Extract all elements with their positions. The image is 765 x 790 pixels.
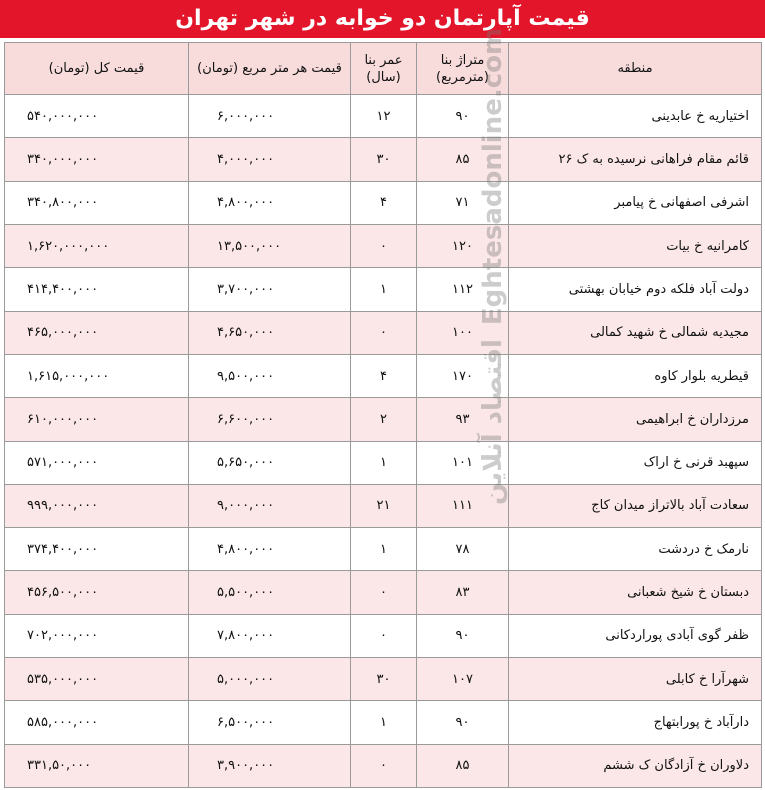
- cell-age: ۰: [351, 744, 417, 787]
- cell-total-price: ۵۷۱,۰۰۰,۰۰۰: [5, 441, 189, 484]
- cell-price-per-m2: ۶,۶۰۰,۰۰۰: [189, 398, 351, 441]
- cell-region: سعادت آباد بالاتراز میدان کاج: [509, 484, 762, 527]
- cell-age: ۰: [351, 614, 417, 657]
- cell-age: ۱: [351, 441, 417, 484]
- table-header-row: [5, 43, 762, 95]
- cell-price-per-m2: ۵,۰۰۰,۰۰۰: [189, 658, 351, 701]
- cell-price-per-m2: ۶,۵۰۰,۰۰۰: [189, 701, 351, 744]
- cell-region: دبستان خ شیخ شعبانی: [509, 571, 762, 614]
- cell-region: دارآباد خ پورابتهاج: [509, 701, 762, 744]
- cell-region: ظفر گوی آبادی پوراردکانی: [509, 614, 762, 657]
- cell-total-price: ۴۱۴,۴۰۰,۰۰۰: [5, 268, 189, 311]
- table-row: [5, 484, 762, 527]
- cell-area: ۱۰۰: [417, 311, 509, 354]
- table-row: [5, 311, 762, 354]
- cell-region: کامرانیه خ بیات: [509, 224, 762, 267]
- cell-region: شهرآرا خ کابلی: [509, 658, 762, 701]
- cell-price-per-m2: ۶,۰۰۰,۰۰۰: [189, 95, 351, 138]
- cell-area: ۹۰: [417, 614, 509, 657]
- cell-price-per-m2: ۹,۰۰۰,۰۰۰: [189, 484, 351, 527]
- cell-area: ۷۸: [417, 528, 509, 571]
- cell-price-per-m2: ۷,۸۰۰,۰۰۰: [189, 614, 351, 657]
- table-row: [5, 268, 762, 311]
- cell-age: ۱: [351, 701, 417, 744]
- cell-age: ۲: [351, 398, 417, 441]
- table-row: [5, 528, 762, 571]
- cell-total-price: ۵۸۵,۰۰۰,۰۰۰: [5, 701, 189, 744]
- cell-age: ۴: [351, 181, 417, 224]
- cell-price-per-m2: ۱۳,۵۰۰,۰۰۰: [189, 224, 351, 267]
- cell-total-price: ۱,۶۲۰,۰۰۰,۰۰۰: [5, 224, 189, 267]
- cell-price-per-m2: ۴,۸۰۰,۰۰۰: [189, 528, 351, 571]
- table-row: [5, 138, 762, 181]
- cell-age: ۰: [351, 571, 417, 614]
- table-row: [5, 354, 762, 397]
- cell-total-price: ۶۱۰,۰۰۰,۰۰۰: [5, 398, 189, 441]
- cell-region: سپهبد قرنی خ اراک: [509, 441, 762, 484]
- cell-price-per-m2: ۵,۵۰۰,۰۰۰: [189, 571, 351, 614]
- cell-price-per-m2: ۹,۵۰۰,۰۰۰: [189, 354, 351, 397]
- cell-age: ۳۰: [351, 658, 417, 701]
- cell-region: قائم مقام فراهانی نرسیده به ک ۲۶: [509, 138, 762, 181]
- watermark-fa: اقتصاد آنلاین: [478, 339, 508, 505]
- cell-age: ۳۰: [351, 138, 417, 181]
- cell-price-per-m2: ۳,۹۰۰,۰۰۰: [189, 744, 351, 787]
- cell-total-price: ۴۵۶,۵۰۰,۰۰۰: [5, 571, 189, 614]
- cell-total-price: ۹۹۹,۰۰۰,۰۰۰: [5, 484, 189, 527]
- cell-area: ۱۰۱: [417, 441, 509, 484]
- cell-area: ۱۲۰: [417, 224, 509, 267]
- table-row: [5, 398, 762, 441]
- cell-area: ۱۰۷: [417, 658, 509, 701]
- cell-age: ۲۱: [351, 484, 417, 527]
- table-row: [5, 744, 762, 787]
- cell-area: ۹۳: [417, 398, 509, 441]
- cell-total-price: ۳۴۰,۰۰۰,۰۰۰: [5, 138, 189, 181]
- cell-area: ۷۱: [417, 181, 509, 224]
- cell-area: ۱۱۲: [417, 268, 509, 311]
- cell-area: ۸۵: [417, 138, 509, 181]
- cell-age: ۱: [351, 528, 417, 571]
- cell-area: ۱۷۰: [417, 354, 509, 397]
- cell-region: دولت آباد فلکه دوم خیابان بهشتی: [509, 268, 762, 311]
- table-row: [5, 614, 762, 657]
- cell-region: قیطریه بلوار کاوه: [509, 354, 762, 397]
- cell-total-price: ۴۶۵,۰۰۰,۰۰۰: [5, 311, 189, 354]
- table-row: [5, 441, 762, 484]
- cell-total-price: ۱,۶۱۵,۰۰۰,۰۰۰: [5, 354, 189, 397]
- apartment-price-table: [4, 42, 762, 788]
- cell-region: اشرفی اصفهانی خ پیامبر: [509, 181, 762, 224]
- header-region: منطقه: [509, 43, 762, 95]
- table-row: [5, 181, 762, 224]
- cell-total-price: ۳۴۰,۸۰۰,۰۰۰: [5, 181, 189, 224]
- header-total-price: قیمت کل (تومان): [5, 43, 189, 95]
- table-body: [5, 95, 762, 788]
- cell-price-per-m2: ۴,۰۰۰,۰۰۰: [189, 138, 351, 181]
- cell-area: ۸۵: [417, 744, 509, 787]
- table-row: [5, 95, 762, 138]
- cell-region: اختیاریه خ عابدینی: [509, 95, 762, 138]
- cell-price-per-m2: ۵,۶۵۰,۰۰۰: [189, 441, 351, 484]
- cell-area: ۸۳: [417, 571, 509, 614]
- cell-age: ۰: [351, 224, 417, 267]
- cell-total-price: ۵۳۵,۰۰۰,۰۰۰: [5, 658, 189, 701]
- cell-total-price: ۳۷۴,۴۰۰,۰۰۰: [5, 528, 189, 571]
- cell-price-per-m2: ۴,۸۰۰,۰۰۰: [189, 181, 351, 224]
- cell-age: ۰: [351, 311, 417, 354]
- cell-region: نارمک خ دردشت: [509, 528, 762, 571]
- table-row: [5, 701, 762, 744]
- cell-total-price: ۵۴۰,۰۰۰,۰۰۰: [5, 95, 189, 138]
- cell-total-price: ۷۰۲,۰۰۰,۰۰۰: [5, 614, 189, 657]
- header-area: متراژ بنا (مترمربع): [417, 43, 509, 95]
- cell-region: دلاوران خ آزادگان ک ششم: [509, 744, 762, 787]
- cell-age: ۱۲: [351, 95, 417, 138]
- table-row: [5, 224, 762, 267]
- table-row: [5, 571, 762, 614]
- cell-region: مرزداران خ ابراهیمی: [509, 398, 762, 441]
- table-row: [5, 658, 762, 701]
- header-age: عمر بنا (سال): [351, 43, 417, 95]
- cell-region: مجیدیه شمالی خ شهید کمالی: [509, 311, 762, 354]
- cell-area: ۹۰: [417, 701, 509, 744]
- page-title: قیمت آپارتمان دو خوابه در شهر تهران: [0, 0, 765, 38]
- cell-area: ۱۱۱: [417, 484, 509, 527]
- cell-total-price: ۳۳۱,۵۰,۰۰۰: [5, 744, 189, 787]
- cell-price-per-m2: ۴,۶۵۰,۰۰۰: [189, 311, 351, 354]
- cell-age: ۱: [351, 268, 417, 311]
- header-price-per-m2: قیمت هر متر مربع (تومان): [189, 43, 351, 95]
- cell-area: ۹۰: [417, 95, 509, 138]
- cell-age: ۴: [351, 354, 417, 397]
- watermark-en: Eghtesadonline.com: [478, 27, 508, 326]
- cell-price-per-m2: ۳,۷۰۰,۰۰۰: [189, 268, 351, 311]
